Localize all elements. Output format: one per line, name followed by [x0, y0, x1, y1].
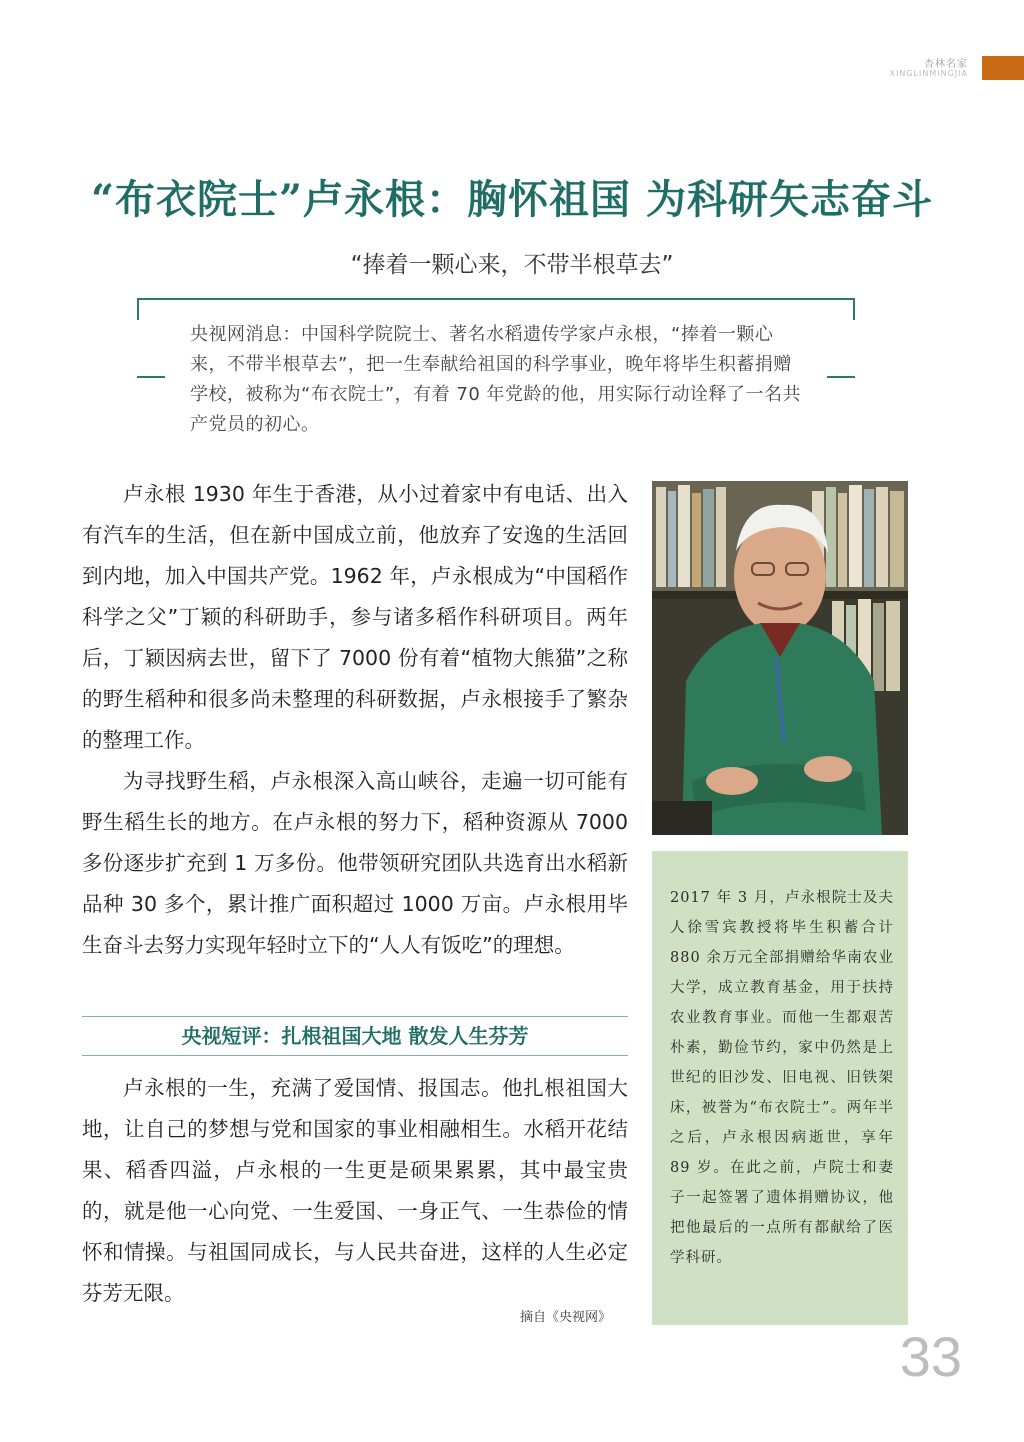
portrait-photo [652, 481, 908, 835]
abstract-frame-corner-right [827, 376, 855, 378]
abstract-frame-corner-left [137, 376, 165, 378]
body-paragraph: 卢永根 1930 年生于香港，从小过着家中有电话、出入有汽车的生活，但在新中国成立前，他放弃了安逸的生活回到内地，加入中国共产党。1962 年，卢永根成为“中国稻作科学之父”丁颖的科研助手，参与诸多稻作科研项目。两年后，丁颖因病去世，留下了 7000 份有着“植物大熊猫”之称的野生稻种和很多尚未整理的科研数据，卢永根接手了繁杂的整理工作。 [82, 482, 628, 752]
abstract-frame-gap-left [135, 320, 143, 376]
caption-box [652, 851, 908, 1325]
article-subtitle: “捧着一颗心来，不带半根草去” [350, 252, 674, 278]
header-accent-bar [982, 56, 1024, 80]
section-divider-bottom [82, 1055, 628, 1056]
commentary-paragraph: 卢永根的一生，充满了爱国情、报国志。他扎根祖国大地，让自己的梦想与党和国家的事业相融相生。水稻开花结果、稻香四溢，卢永根的一生更是硕果累累，其中最宝贵的，就是他一心向党、一生爱国、一身正气、一生恭俭的情怀和情操。与祖国同成长，与人民共奋进，这样的人生必定芬芳无限。 [82, 1076, 628, 1305]
article-body [82, 474, 628, 966]
page-number: 33 [899, 1325, 962, 1388]
section-divider-top [82, 1016, 628, 1017]
source-credit: 摘自《央视网》 [520, 1310, 612, 1325]
section-heading: 央视短评：扎根祖国大地 散发人生芬芳 [181, 1024, 529, 1048]
body-paragraph: 为寻找野生稻，卢永根深入高山峡谷，走遍一切可能有野生稻生长的地方。在卢永根的努力下，稻种资源从 7000 多份逐步扩充到 1 万多份。他带领研究团队共选育出水稻新品种 30 多个，累计推广面积超过 1000 万亩。卢永根用毕生奋斗去努力实现年轻时立下的“人人有饭吃”的理想。 [82, 769, 628, 957]
abstract-frame-gap-right [850, 320, 858, 376]
article-title: “布衣院士”卢永根：胸怀祖国 为科研矢志奋斗 [91, 176, 933, 223]
column-header-en: XINGLINMINGJIA [889, 69, 968, 78]
commentary-body [82, 1068, 628, 1314]
column-header-cn: 杏林名家 [924, 59, 968, 70]
abstract-text: 央视网消息：中国科学院院士、著名水稻遗传学家卢永根，“捧着一颗心来，不带半根草去”，把一生奉献给祖国的科学事业，晚年将毕生积蓄捐赠学校，被称为“布衣院士”，有着 70 年党龄的他，用实际行动诠释了一名共产党员的初心。 [190, 324, 801, 435]
photo-caption: 2017 年 3 月，卢永根院士及夫人徐雪宾教授将毕生积蓄合计 880 余万元全部捐赠给华南农业大学，成立教育基金，用于扶持农业教育事业。而他一生都艰苦朴素，勤俭节约，家中仍然是上世纪的旧沙发、旧电视、旧铁架床，被誉为“布衣院士”。两年半之后，卢永根因病逝世，享年 89 岁。在此之前，卢院士和妻子一起签署了遗体捐赠协议，他把他最后的一点所有都献给了医学科研。 [670, 890, 894, 1266]
